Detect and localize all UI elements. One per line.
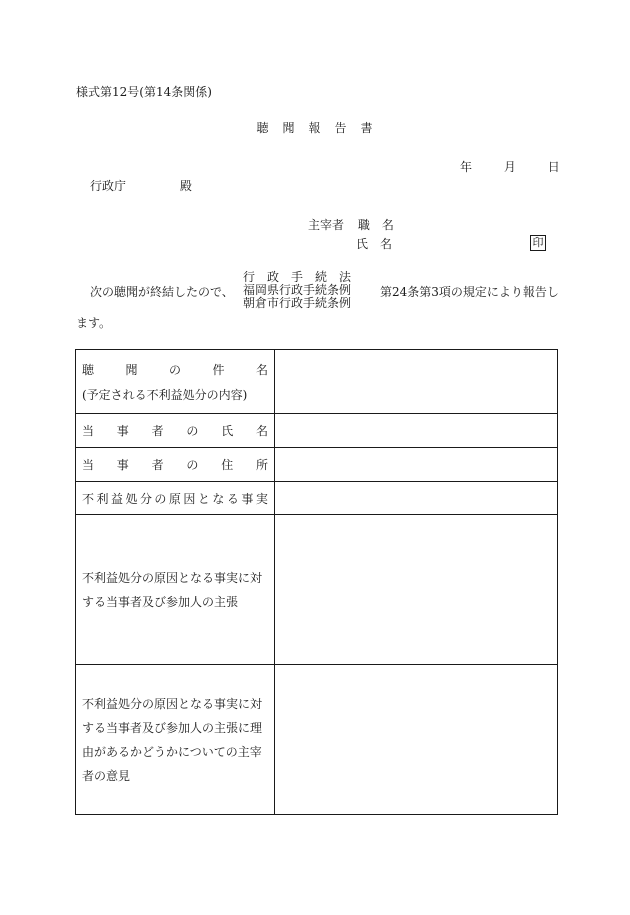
label-char: 分 xyxy=(139,491,152,506)
label-cell xyxy=(76,482,275,515)
label-cell xyxy=(76,350,275,414)
label-char: 当 xyxy=(82,458,95,472)
report-clause-end: ます。 xyxy=(76,316,112,330)
date-line xyxy=(460,161,560,173)
label-char: な xyxy=(212,491,225,506)
value-cell[interactable] xyxy=(275,448,558,482)
label-char: る xyxy=(226,491,239,506)
addressee-name: 行政庁 xyxy=(90,179,127,193)
date-year: 年 xyxy=(460,160,473,174)
spread-label xyxy=(82,456,268,473)
table-row xyxy=(76,515,558,665)
label-char: 氏 xyxy=(221,424,234,438)
label-char: 所 xyxy=(255,458,268,472)
label-cell xyxy=(76,448,275,482)
date-month: 月 xyxy=(503,160,516,174)
table-row xyxy=(76,350,558,414)
addressee xyxy=(90,180,192,192)
label-char: 名 xyxy=(255,362,268,377)
label-char: 聴 xyxy=(82,362,95,377)
law-options xyxy=(243,271,351,311)
label-char: 不 xyxy=(82,491,95,506)
law-option: 朝倉市行政手続条例 xyxy=(243,296,352,311)
value-cell[interactable] xyxy=(275,515,558,665)
label-char: 者 xyxy=(151,458,164,472)
law-option: 行 政 手 続 法 xyxy=(243,270,352,284)
chair-name-label: 氏 名 xyxy=(356,237,393,251)
table-row xyxy=(76,414,558,448)
value-cell[interactable] xyxy=(275,350,558,414)
hearing-report-table xyxy=(75,349,558,815)
form-number: 様式第12号(第14条関係) xyxy=(76,85,212,99)
label-char: 益 xyxy=(110,491,123,506)
law-option: 福岡県行政手続条例 xyxy=(243,283,352,298)
label-cell: 不利益処分の原因となる事実に対する当事者及び参加人の主張に理由があるかどうかについての主宰者の意見 xyxy=(76,665,275,815)
chair-post-label: 職 名 xyxy=(357,218,394,232)
table-row xyxy=(76,665,558,815)
table-row xyxy=(76,482,558,515)
label-char: と xyxy=(197,491,210,506)
value-cell[interactable] xyxy=(275,665,558,815)
label-char: の xyxy=(186,458,199,472)
label-char: 事 xyxy=(116,458,129,472)
label-char: 利 xyxy=(96,491,109,506)
label-char: 住 xyxy=(221,458,234,472)
label-char: 当 xyxy=(82,424,95,438)
label-char: 聞 xyxy=(125,362,138,377)
spread-label xyxy=(82,361,268,378)
label-char: 名 xyxy=(255,424,268,438)
date-day: 日 xyxy=(547,160,560,174)
label-char: の xyxy=(168,362,181,377)
label-char: の xyxy=(186,424,199,438)
seal-mark: 印 xyxy=(530,235,546,251)
label-sub: (予定される不利益処分の内容) xyxy=(82,387,248,402)
intro-text: 次の聴聞が終結したので、 xyxy=(90,285,234,299)
label-char: 因 xyxy=(183,491,196,506)
label-char: 事 xyxy=(116,424,129,438)
label-char: 実 xyxy=(255,491,268,506)
label-char: 原 xyxy=(168,491,181,506)
chair-role: 主宰者 xyxy=(308,218,345,232)
label-cell: 不利益処分の原因となる事実に対する当事者及び参加人の主張 xyxy=(76,515,275,665)
report-clause: 第24条第3項の規定により報告し xyxy=(380,285,559,299)
table-row xyxy=(76,448,558,482)
chair-name-line xyxy=(356,238,392,250)
value-cell[interactable] xyxy=(275,414,558,448)
label-char: 処 xyxy=(125,491,138,506)
spread-label xyxy=(82,422,268,439)
chair-post-line xyxy=(308,219,394,231)
label-char: 事 xyxy=(241,491,254,506)
label-cell xyxy=(76,414,275,448)
label-char: 件 xyxy=(212,362,225,377)
label-char: 者 xyxy=(151,424,164,438)
addressee-honorific: 殿 xyxy=(179,179,192,193)
label-char: の xyxy=(154,491,167,506)
document-title: 聴 聞 報 告 書 xyxy=(256,121,374,135)
value-cell[interactable] xyxy=(275,482,558,515)
spread-label xyxy=(82,490,268,507)
